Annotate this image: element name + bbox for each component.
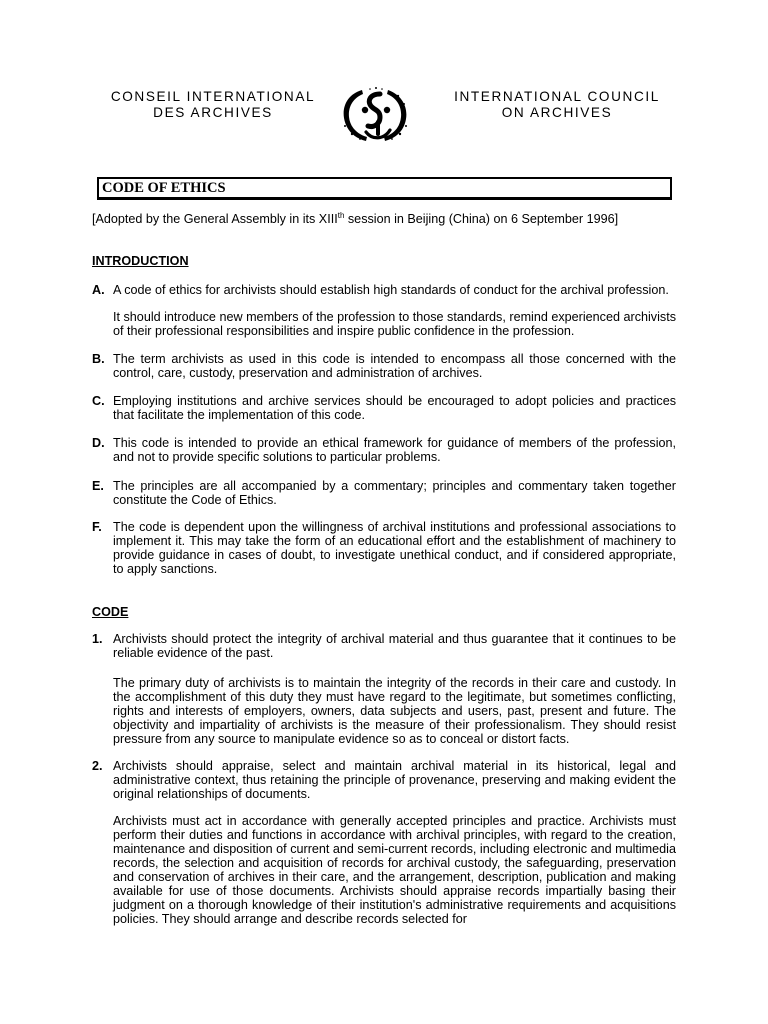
header-english [432,89,682,121]
code-item-1 [92,632,676,660]
intro-item-label: C. [92,394,105,408]
document-title: CODE OF ETHICS [102,180,226,196]
adoption-note-before: [Adopted by the General Assembly in its XIII [92,212,338,226]
intro-item-text: A code of ethics for archivists should establish high standards of conduct for the archival profession. [113,283,669,297]
intro-item-label: E. [92,479,104,493]
header-french-line2: DES ARCHIVES [153,105,273,120]
adoption-note [92,212,618,226]
adoption-note-superscript: th [337,211,345,220]
intro-item-text: The term archivists as used in this code is intended to encompass all those concerned with the control, care, custody, preservation and administration of archives. [113,352,676,380]
adoption-note-after: session in Beijing (China) on 6 September 1996] [344,212,619,226]
title-box [97,177,672,200]
intro-item-e [92,479,676,507]
intro-item-f [92,520,676,576]
code-heading: CODE [92,605,129,619]
code-item-label: 2. [92,759,103,773]
ica-logo-icon [340,86,412,144]
intro-item-label: A. [92,283,105,297]
intro-item-text: The principles are all accompanied by a commentary; principles and commentary taken together constitute the Code of Ethics. [113,479,676,507]
intro-item-text: This code is intended to provide an ethical framework for guidance of members of the profession, and not to provide specific solutions to particular problems. [113,436,676,464]
code-item-text: Archivists should appraise, select and maintain archival material in its historical, legal and administrative context, thus retaining the principle of provenance, preserving and making evident the original relationships of documents. [113,759,676,801]
intro-item-b [92,352,676,380]
header-french-line1: CONSEIL INTERNATIONAL [110,89,316,104]
intro-item-c [92,394,676,422]
code-item-1-commentary: The primary duty of archivists is to maintain the integrity of the records in their care and custody. In the accomplishment of this duty they must have regard to the legitimate, but sometimes conflicting, rights and interests of employers, owners, data subjects and users, past, present and future. The objectivity and impartiality of archivists is the measure of their professionalism. They should resist pressure from any source to manipulate evidence so as to conceal or distort facts. [113,676,676,746]
intro-item-label: F. [92,520,102,534]
intro-item-a-continuation: It should introduce new members of the profession to those standards, remind experienced archivists of their professional responsibilities and inspire public confidence in the profession. [113,310,676,338]
header-english-line1: INTERNATIONAL COUNCIL [454,89,660,104]
intro-item-label: D. [92,436,105,450]
intro-item-text: The code is dependent upon the willingness of archival institutions and professional associations to implement it. This may take the form of an educational effort and the establishment of machinery to provide guidance in cases of doubt, to investigate unethical conduct, and if considered appropriate, to apply sanctions. [113,520,676,576]
header-english-line2: ON ARCHIVES [501,105,613,120]
code-item-2 [92,759,676,801]
code-item-2-commentary: Archivists must act in accordance with generally accepted principles and practice. Archivists must perform their duties and functions in accordance with archival principles, with regard to the creation, maintenance and disposition of current and semi-current records, including electronic and multimedia records, the selection and acquisition of records for archival custody, the safeguarding, preservation and conservation of archives in their care, and the arrangement, description, publication and making available for use of those documents. Archivists should appraise records impartially basing their judgment on a thorough knowledge of their institution's administrative requirements and acquisitions policies. They should arrange and describe records selected for [113,814,676,926]
intro-item-d [92,436,676,464]
introduction-heading: INTRODUCTION [92,254,189,268]
code-item-label: 1. [92,632,103,646]
intro-item-a [92,283,676,297]
intro-item-label: B. [92,352,105,366]
code-item-text: Archivists should protect the integrity of archival material and thus guarantee that it continues to be reliable evidence of the past. [113,632,676,660]
header-french [88,89,338,121]
intro-item-text: Employing institutions and archive services should be encouraged to adopt policies and practices that facilitate the implementation of this code. [113,394,676,422]
